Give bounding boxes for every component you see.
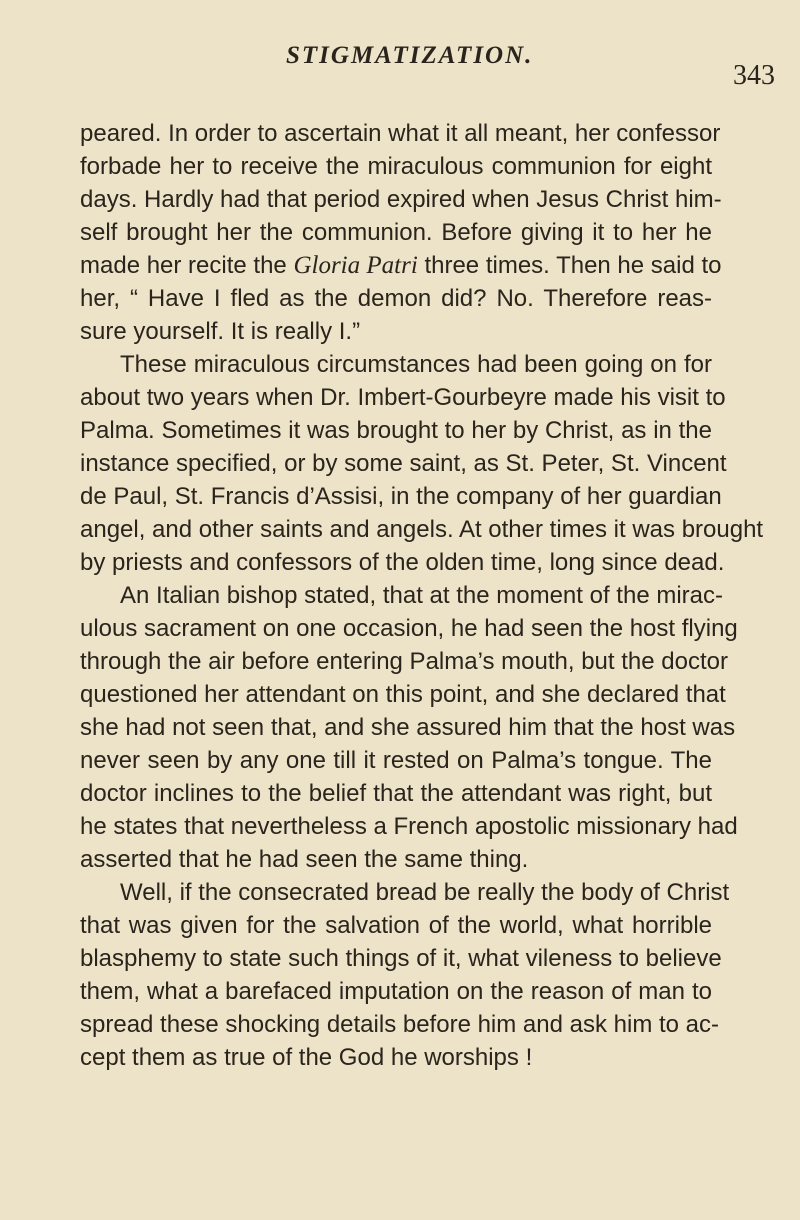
paragraph-first-line: These miraculous circumstances had been going on for [120, 351, 712, 378]
text-line: them, what a barefaced imputation on the reason of man to [80, 978, 712, 1005]
text-line: de Paul, St. Francis d’Assisi, in the company of her guardian [80, 483, 722, 510]
text-line: she had not seen that, and she assured him that the host was [80, 714, 736, 741]
text-line: cept them as true of the God he worships ! [80, 1044, 533, 1071]
text-line: asserted that he had seen the same thing. [80, 846, 529, 873]
text-line: ulous sacrament on one occasion, he had seen the host flying [80, 615, 738, 642]
text-segment: three times. Then he said to [417, 252, 722, 279]
italic-title: Gloria Patri [293, 252, 418, 279]
text-line: instance specified, or by some saint, as St. Peter, St. Vincent [80, 450, 727, 477]
paragraph-first-line: Well, if the consecrated bread be really the body of Christ [120, 879, 730, 906]
text-line: that was given for the salvation of the world, what horrible [80, 912, 712, 939]
text-line: questioned her attendant on this point, and she declared that [80, 681, 726, 708]
text-line: angel, and other saints and angels. At other times it was brought [80, 516, 764, 543]
paragraph-first-line: An Italian bishop stated, that at the moment of the mirac- [120, 582, 723, 609]
text-line [80, 252, 722, 280]
text-line: doctor inclines to the belief that the attendant was right, but [80, 780, 712, 807]
text-line: he states that nevertheless a French apostolic missionary had [80, 813, 738, 840]
text-line: self brought her the communion. Before giving it to her he [80, 219, 712, 246]
text-line: spread these shocking details before him and ask him to ac- [80, 1011, 720, 1038]
text-line: peared. In order to ascertain what it all meant, her confessor [80, 120, 721, 147]
page-number: 343 [733, 60, 775, 91]
text-line: her, “ Have I fled as the demon did? No. Therefore reas- [80, 285, 712, 312]
text-line: blasphemy to state such things of it, what vileness to believe [80, 945, 722, 972]
text-line: about two years when Dr. Imbert-Gourbeyre made his visit to [80, 384, 726, 411]
text-line: by priests and confessors of the olden time, long since dead. [80, 549, 725, 576]
text-line: days. Hardly had that period expired when Jesus Christ him- [80, 186, 722, 213]
text-line: never seen by any one till it rested on Palma’s tongue. The [80, 747, 712, 774]
text-line: through the air before entering Palma’s mouth, but the doctor [80, 648, 728, 675]
text-segment: made her recite the [80, 252, 294, 279]
running-head: STIGMATIZATION. [286, 42, 534, 69]
text-line: forbade her to receive the miraculous communion for eight [80, 153, 712, 180]
text-line: sure yourself. It is really I.” [80, 318, 361, 345]
text-line: Palma. Sometimes it was brought to her by Christ, as in the [80, 417, 712, 444]
